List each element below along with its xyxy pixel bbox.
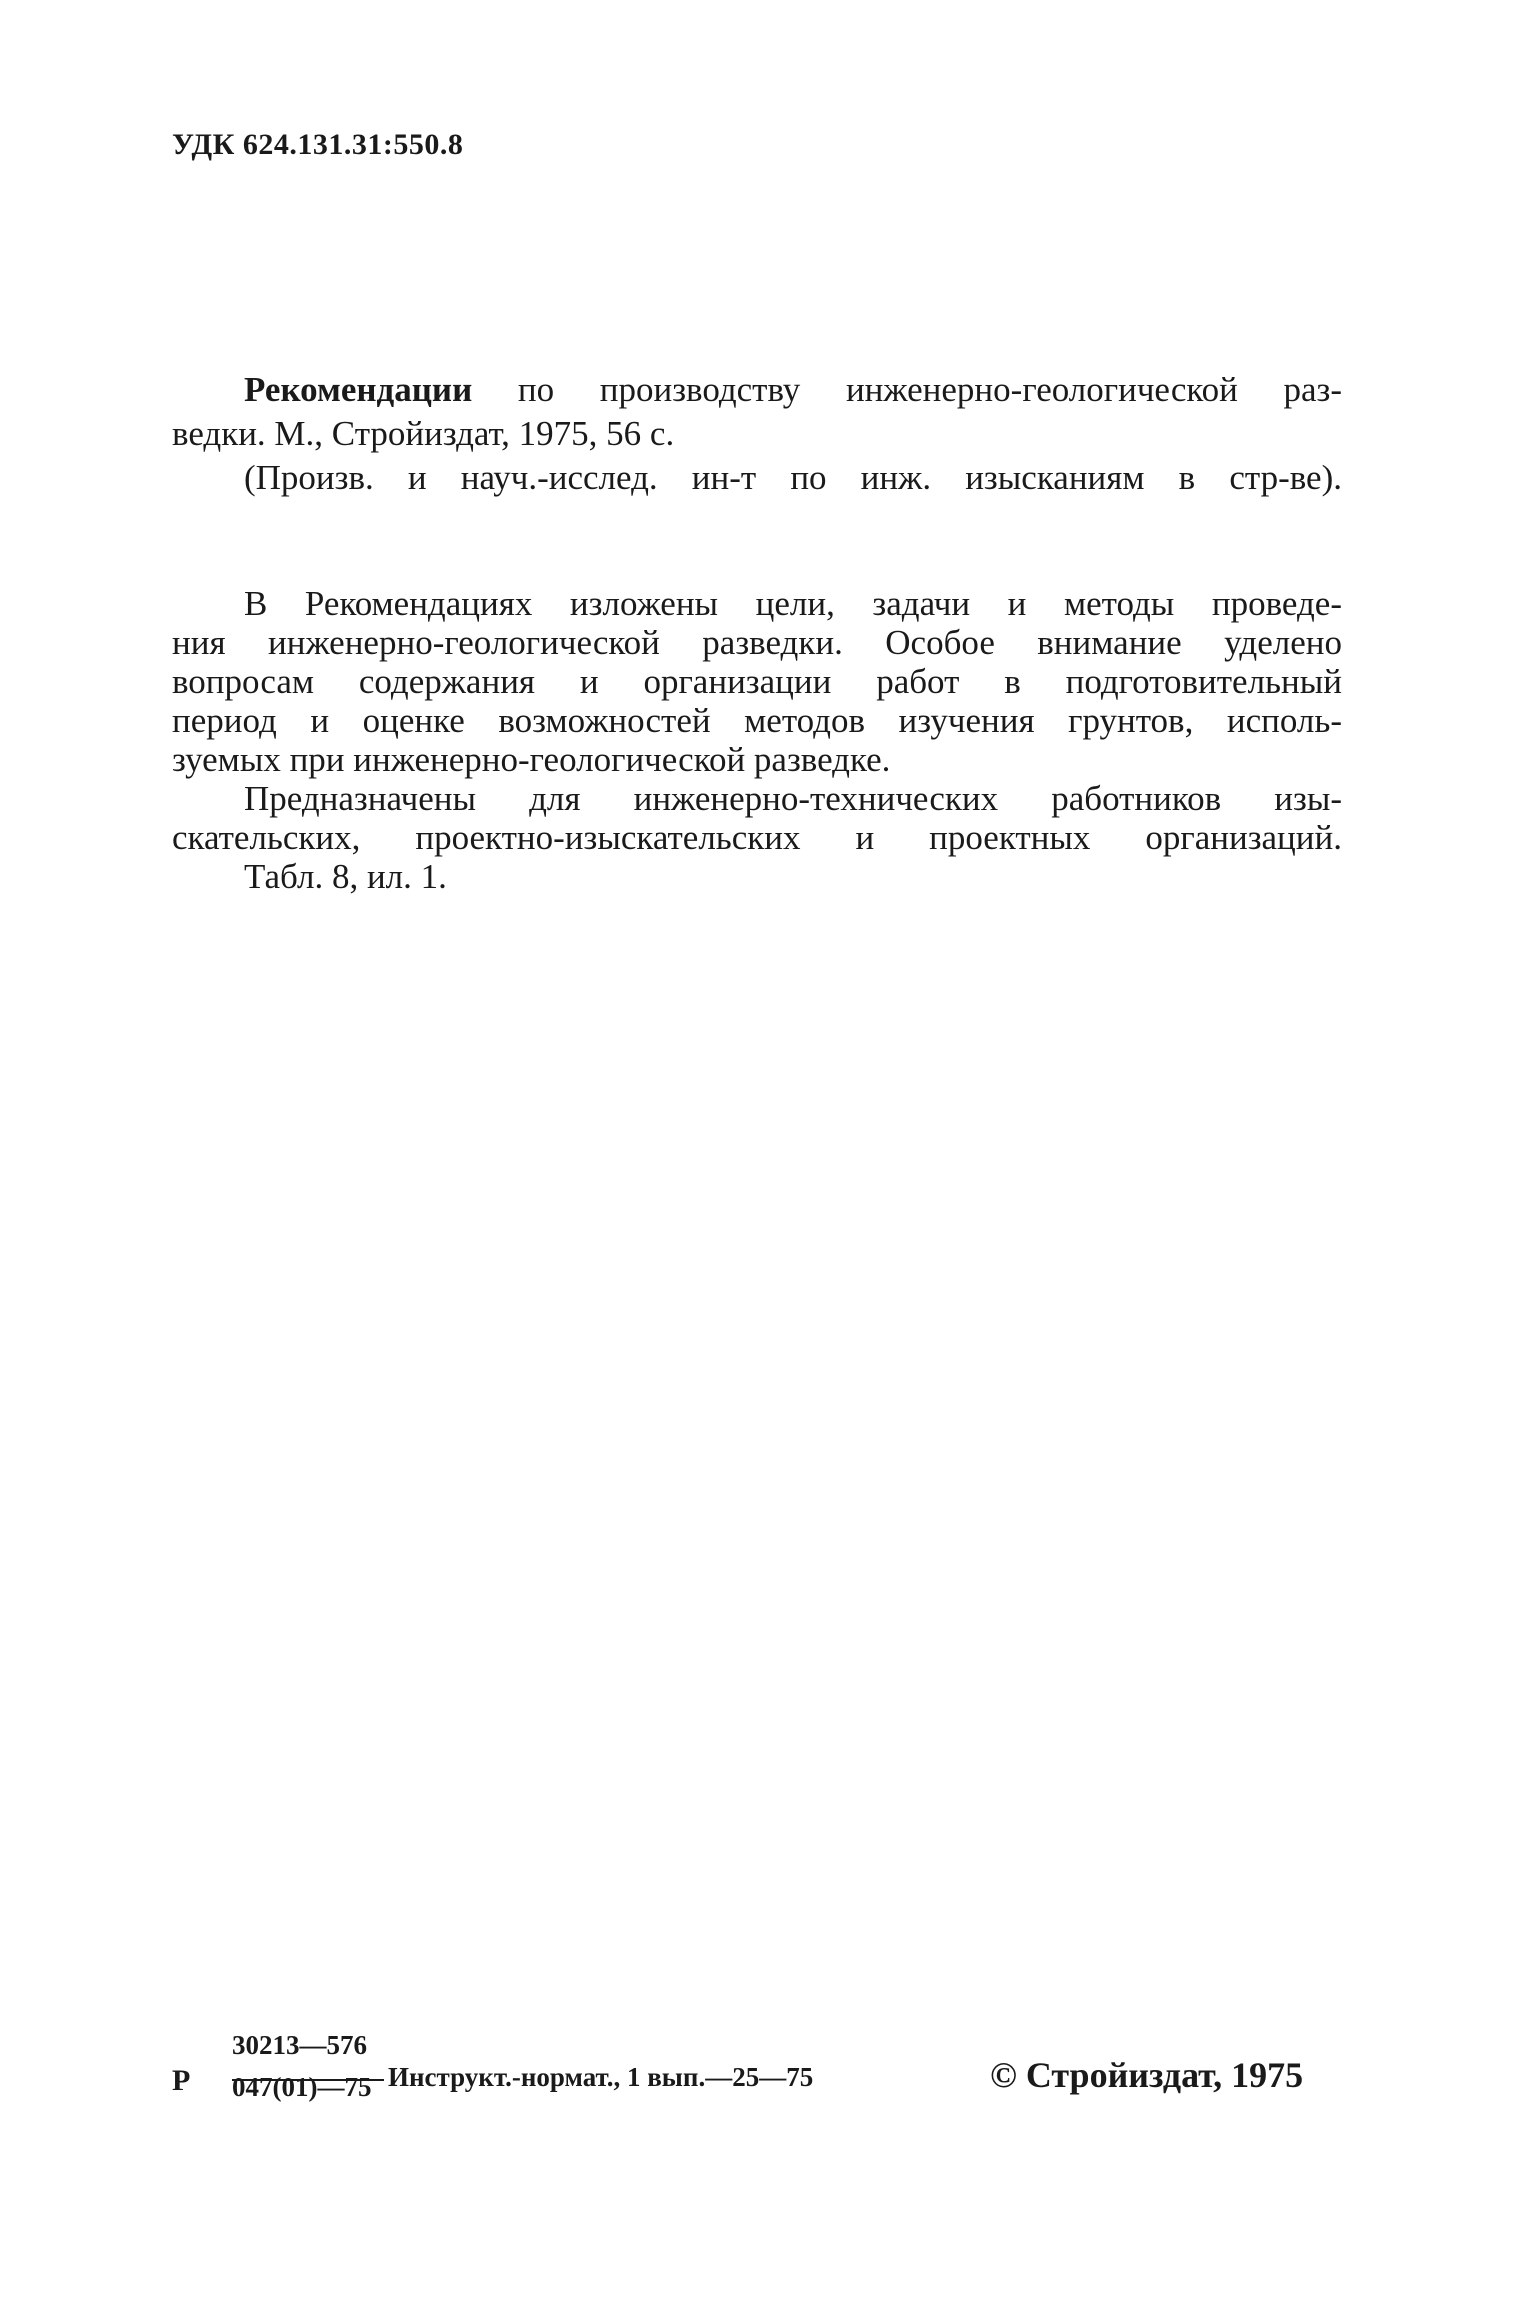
- biblio-line-1: [244, 368, 1342, 412]
- abstract-line: В Рекомендациях изложены цели, задачи и методы проведе-: [244, 584, 1342, 623]
- abstract-line: Предназначены для инженерно-технических работников изы-: [244, 779, 1342, 818]
- fraction-numerator: 30213—576: [232, 2030, 367, 2060]
- copyright: © Стройиздат, 1975: [990, 2055, 1304, 2095]
- abstract-line: зуемых при инженерно-геологической разведке.: [172, 740, 891, 779]
- abstract-line: вопросам содержания и организации работ в подготовительный: [172, 662, 1342, 701]
- abstract-line: ния инженерно-геологической разведки. Особое внимание уделено: [172, 623, 1342, 662]
- instruction-text: Инструкт.-нормат., 1 вып.—25—75: [388, 2062, 814, 2092]
- fraction-denominator: 047(01)—75: [232, 2072, 372, 2102]
- abstract-line: период и оценке возможностей методов изучения грунтов, исполь-: [172, 701, 1342, 740]
- abstract: [172, 584, 1342, 896]
- fraction-rule: [232, 2079, 384, 2081]
- abstract-line: скательских, проектно-изыскательских и проектных организаций.: [172, 818, 1342, 857]
- abstract-line: Табл. 8, ил. 1.: [244, 857, 447, 896]
- biblio-line-2: ведки. М., Стройиздат, 1975, 56 с.: [172, 414, 675, 453]
- bibliographic-record: [172, 368, 1342, 500]
- biblio-line-1-rest: по производству инженерно-геологической раз-: [472, 370, 1342, 409]
- biblio-title: Рекомендации: [244, 370, 473, 409]
- index-fraction: [232, 2030, 371, 2103]
- biblio-line-3: (Произв. и науч.-исслед. ин-т по инж. изысканиям в стр-ве).: [244, 458, 1342, 497]
- udk-code: УДК 624.131.31:550.8: [172, 128, 464, 161]
- footer-letter: Р: [172, 2064, 191, 2097]
